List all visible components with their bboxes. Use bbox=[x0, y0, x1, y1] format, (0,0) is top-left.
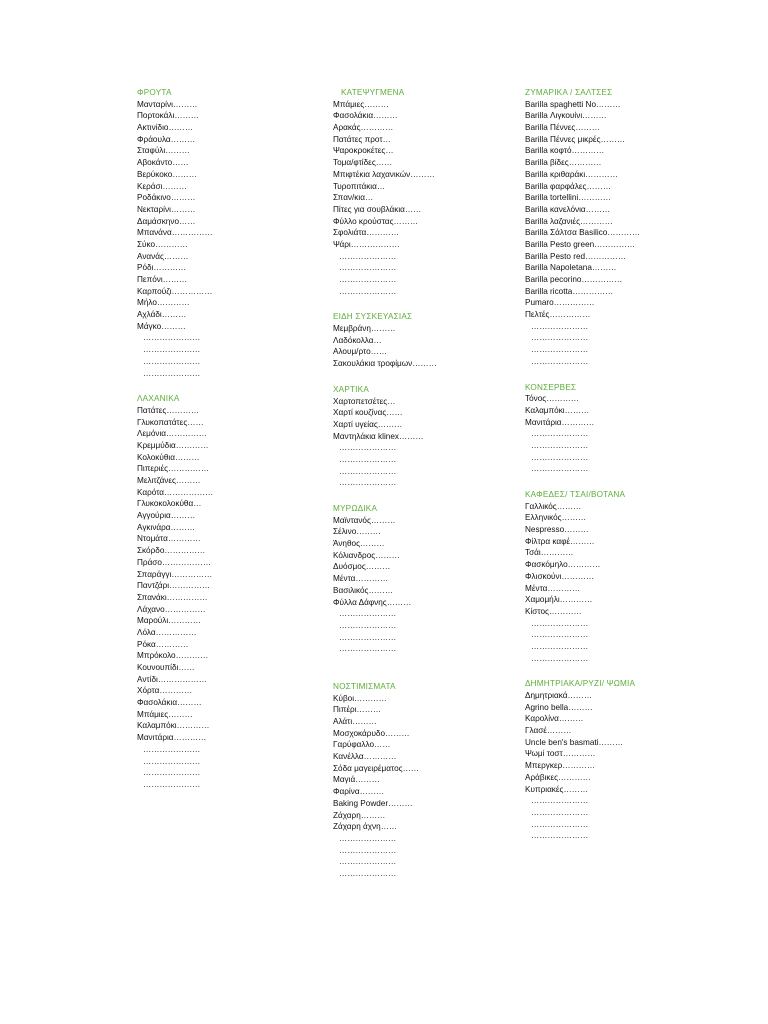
blank-line[interactable]: ………………… bbox=[339, 263, 397, 273]
blank-line[interactable]: ………………… bbox=[339, 251, 397, 261]
list-item: Πίτες για σουβλάκια…… bbox=[333, 204, 422, 214]
blank-line[interactable]: ………………… bbox=[339, 478, 397, 488]
list-item: Barilla spaghetti No……… bbox=[525, 99, 621, 109]
list-item: Nespresso……… bbox=[525, 525, 589, 535]
list-item: Παντζάρι…………… bbox=[137, 581, 211, 591]
blank-line[interactable]: ………………… bbox=[531, 831, 589, 841]
list-item: Ζάχαρη άχνη…… bbox=[333, 822, 398, 832]
list-item: Γλυκοπατάτες…… bbox=[137, 417, 204, 427]
blank-line[interactable]: ………………… bbox=[143, 744, 201, 754]
section-heading: ΚΑΦΕΔΕΣ/ ΤΣΑΙ/ΒΟΤΑΝΑ bbox=[525, 490, 626, 499]
list-item: Κεράσι……… bbox=[137, 181, 187, 191]
list-item: Λόλα…………… bbox=[137, 627, 197, 637]
list-item: Φλισκούνι………… bbox=[525, 571, 595, 581]
list-item: Barilla λαζανιές………… bbox=[525, 216, 613, 226]
blank-line[interactable]: ………………… bbox=[531, 630, 589, 640]
list-item: Λάχανο…………… bbox=[137, 604, 206, 614]
section-spacer bbox=[525, 368, 735, 382]
section-heading: ΧΑΡΤΙΚΑ bbox=[333, 384, 369, 394]
section-heading: ΛΑΧΑΝΙΚΑ bbox=[137, 394, 180, 404]
list-item: Δυόσμος……… bbox=[333, 562, 391, 572]
list-item: Σύκο………… bbox=[137, 239, 188, 249]
list-item: Μαϊντανός……… bbox=[333, 515, 396, 525]
list-item: Σέλινο……… bbox=[333, 527, 381, 537]
list-item: Αλάτι……… bbox=[333, 717, 377, 726]
blank-line[interactable]: ………………… bbox=[339, 632, 397, 642]
list-item: Ντομάτα………… bbox=[137, 534, 201, 544]
section-heading: ΖΥΜΑΡΙΚΑ / ΣΑΛΤΣΕΣ bbox=[525, 88, 613, 97]
list-section bbox=[525, 678, 735, 842]
list-item: Ρόκα………… bbox=[137, 639, 189, 649]
list-item: Τσάι………… bbox=[525, 548, 574, 558]
list-item: Μέντα………… bbox=[525, 583, 581, 593]
list-item: Φασολάκια……… bbox=[333, 111, 398, 121]
list-item: Uncle ben's basmati……… bbox=[525, 737, 624, 747]
list-item: Barilla Pesto green…………… bbox=[525, 239, 636, 249]
blank-line[interactable]: ………………… bbox=[143, 345, 201, 355]
blank-line[interactable]: ………………… bbox=[531, 333, 589, 343]
section-spacer bbox=[333, 370, 543, 384]
list-item: Γαρύφαλλο…… bbox=[333, 740, 391, 750]
list-section bbox=[137, 393, 347, 790]
list-item: Νεκταρίνι……… bbox=[137, 204, 196, 214]
list-item: Βασιλικός……… bbox=[333, 585, 394, 595]
list-item: Barilla φαρφάλες……… bbox=[525, 181, 612, 191]
section-heading: ΕΙΔΗ ΣΥΣΚΕΥΑΣΙΑΣ bbox=[333, 312, 413, 322]
list-item: Ψαροκροκέτες… bbox=[333, 146, 394, 156]
list-item: Σπαράγγι…………… bbox=[137, 569, 213, 579]
section-spacer bbox=[333, 655, 543, 681]
blank-line[interactable]: ………………… bbox=[339, 609, 397, 619]
list-item: Κρεμμύδια………… bbox=[137, 440, 209, 450]
list-item: Σπανάκι…………… bbox=[137, 592, 208, 602]
list-item: Κόλιανδρος……… bbox=[333, 550, 400, 560]
list-item: Καρότα……………… bbox=[137, 487, 214, 497]
list-item: Barilla Λιγκουίνι……… bbox=[525, 111, 607, 121]
column-3 bbox=[525, 87, 735, 842]
list-item: Ρόδι………… bbox=[137, 263, 187, 273]
section-heading: ΔΗΜΗΤΡΙΑΚΑ/ΡΥΖΙ/ ΨΩΜΙΑ bbox=[525, 679, 636, 689]
list-item: Φύλλα Δάφνης……… bbox=[333, 597, 412, 607]
list-section bbox=[525, 382, 735, 476]
blank-line[interactable]: ………………… bbox=[339, 620, 397, 630]
blank-line[interactable]: ………………… bbox=[531, 452, 589, 462]
section-heading: ΝΟΣΤΙΜΙΣΜΑΤΑ bbox=[333, 681, 396, 691]
list-item: Πράσο……………… bbox=[137, 557, 212, 567]
list-item: Barilla Napoletana……… bbox=[525, 263, 617, 273]
list-item: Barilla Σάλτσα Basilico………… bbox=[525, 228, 641, 238]
list-item: Barilla Πέννες……… bbox=[525, 123, 600, 133]
list-item: Barilla κριθαράκι………… bbox=[525, 169, 618, 179]
list-item: Κουνουπίδι…… bbox=[137, 663, 195, 672]
blank-line[interactable]: ………………… bbox=[339, 868, 397, 878]
list-item: Ακτινίδιο……… bbox=[137, 123, 194, 133]
list-item: Barilla pecorino…………… bbox=[525, 275, 623, 284]
blank-line[interactable]: ………………… bbox=[531, 345, 589, 355]
blank-line[interactable]: ………………… bbox=[531, 807, 589, 817]
list-item: Κύβοι………… bbox=[333, 693, 387, 703]
blank-line[interactable]: ………………… bbox=[143, 756, 201, 766]
list-item: Ανανάς……… bbox=[137, 251, 189, 261]
blank-line[interactable]: ………………… bbox=[143, 368, 201, 378]
list-item: Barilla κανελόνια……… bbox=[525, 204, 611, 214]
list-item: Φασκόμηλο………… bbox=[525, 560, 601, 570]
blank-line[interactable]: ………………… bbox=[339, 833, 397, 843]
list-item: Ψάρι……………… bbox=[333, 239, 400, 249]
list-item: Κίστος………… bbox=[525, 606, 582, 616]
blank-line[interactable]: ………………… bbox=[143, 779, 201, 789]
list-item: Φύλλο κρούστας……… bbox=[333, 216, 419, 226]
list-item: Καλαμπόκι……… bbox=[525, 405, 590, 415]
list-item: Μπάμιες……… bbox=[137, 709, 193, 719]
list-item: Σόδα μαγειρέματος…… bbox=[333, 763, 419, 773]
list-section bbox=[525, 489, 735, 664]
list-item: Τυροπιτάκια… bbox=[333, 181, 386, 191]
section-heading: ΚΟΝΣΕΡΒΕΣ bbox=[525, 382, 577, 392]
list-item: Αγκινάρα……… bbox=[137, 522, 196, 532]
list-item: Μανιτάρια………… bbox=[137, 733, 207, 743]
list-item: Χαρτί υγείας……… bbox=[333, 419, 403, 429]
blank-line[interactable]: ………………… bbox=[339, 454, 397, 464]
list-item: Μήλο………… bbox=[137, 298, 190, 308]
section-spacer bbox=[137, 379, 347, 393]
list-item: Καρπούζι…………… bbox=[137, 286, 213, 296]
blank-line[interactable]: ………………… bbox=[339, 845, 397, 855]
list-item: Φασολάκια……… bbox=[137, 698, 202, 708]
list-item: Κολοκύθια……… bbox=[137, 452, 200, 462]
list-item: Καρολίνα……… bbox=[525, 714, 584, 724]
list-item: Μαρούλι………… bbox=[137, 616, 201, 626]
column-2 bbox=[333, 87, 543, 880]
list-item: Σκόρδο…………… bbox=[137, 546, 206, 556]
section-spacer bbox=[333, 489, 543, 503]
list-item: Μαντηλάκια klinex……… bbox=[333, 431, 424, 441]
list-item: Χαρτί κουζίνας…… bbox=[333, 408, 403, 418]
blank-line[interactable]: ………………… bbox=[339, 644, 397, 654]
list-item: Φαρίνα……… bbox=[333, 787, 385, 797]
list-item: Χαμομήλι………… bbox=[525, 595, 593, 605]
list-item: Γαλλικός……… bbox=[525, 501, 582, 511]
list-item: Μελιτζάνες……… bbox=[137, 476, 201, 485]
list-item: Τομα/φτίδες…… bbox=[333, 158, 393, 168]
list-item: Barilla βίδες………… bbox=[525, 158, 602, 168]
list-item: Μπάμιες……… bbox=[333, 99, 389, 109]
list-item: Δαμάσκηνο…… bbox=[137, 216, 196, 226]
list-item: Αντίδι……………… bbox=[137, 674, 207, 684]
list-item: Μοσχοκάρυδο……… bbox=[333, 728, 410, 738]
section-spacer bbox=[525, 475, 735, 489]
list-item: Αράβικες………… bbox=[525, 772, 591, 782]
section-heading: ΦΡΟΥΤΑ bbox=[137, 88, 172, 97]
list-item: Μέντα………… bbox=[333, 574, 389, 584]
list-item: Σακουλάκια τροφίμων……… bbox=[333, 359, 437, 369]
list-item: Γλυκοκολοκύθα… bbox=[137, 499, 202, 509]
list-item: Κανέλλα………… bbox=[333, 752, 397, 762]
list-item: Barilla κοφτό………… bbox=[525, 146, 605, 156]
section-spacer bbox=[333, 297, 543, 311]
blank-line[interactable]: ………………… bbox=[531, 653, 589, 663]
list-item: Πελτές…………… bbox=[525, 310, 591, 320]
list-item: Πιπεριές…………… bbox=[137, 464, 210, 474]
blank-line[interactable]: ………………… bbox=[531, 796, 589, 806]
list-item: Τόνος………… bbox=[525, 394, 579, 404]
blank-line[interactable]: ………………… bbox=[531, 641, 589, 651]
list-item: Καλαμπόκι………… bbox=[137, 721, 210, 731]
list-item: Αχλάδι……… bbox=[137, 310, 187, 320]
list-section bbox=[333, 311, 543, 369]
list-item: Αγγούρια……… bbox=[137, 511, 196, 521]
list-item: Πορτοκάλι……… bbox=[137, 111, 199, 121]
list-item: Πατάτες………… bbox=[137, 405, 200, 415]
list-item: Agrino bella……… bbox=[525, 702, 593, 712]
blank-line[interactable]: ………………… bbox=[531, 618, 589, 628]
blank-line[interactable]: ………………… bbox=[531, 356, 589, 366]
list-item: Πιπέρι……… bbox=[333, 705, 382, 715]
list-item: Αρακάς………… bbox=[333, 123, 394, 133]
list-item: Λαδόκολλα… bbox=[333, 335, 382, 345]
blank-line[interactable]: ………………… bbox=[339, 286, 397, 296]
list-item: Barilla tortellini………… bbox=[525, 193, 611, 203]
list-item: Πεπόνι……… bbox=[137, 275, 188, 284]
list-item: Ζάχαρη……… bbox=[333, 810, 386, 820]
list-item: Μανιτάρια………… bbox=[525, 417, 595, 427]
list-item: Κυπριακές……… bbox=[525, 784, 589, 794]
list-item: Barilla ricotta…………… bbox=[525, 286, 614, 296]
column-1 bbox=[137, 87, 347, 791]
blank-line[interactable]: ………………… bbox=[143, 768, 201, 778]
list-item: Αλουμ/ρτο…… bbox=[333, 347, 388, 357]
blank-line[interactable]: ………………… bbox=[339, 857, 397, 867]
section-heading: ΚΑΤΕΨΥΓΜΕΝΑ bbox=[341, 88, 405, 97]
list-section bbox=[333, 681, 543, 880]
list-item: Μπρόκολο………… bbox=[137, 651, 209, 661]
list-item: Μανταρίνι……… bbox=[137, 99, 198, 109]
list-item: Λεμόνια…………… bbox=[137, 429, 207, 439]
list-item: Ψωμί τοστ………… bbox=[525, 749, 596, 759]
list-item: Φράουλα……… bbox=[137, 134, 196, 144]
list-item: Barilla Pesto red…………… bbox=[525, 251, 627, 261]
blank-line[interactable]: ………………… bbox=[143, 356, 201, 366]
list-item: Barilla Πέννες μικρές……… bbox=[525, 134, 626, 144]
blank-line[interactable]: ………………… bbox=[339, 443, 397, 453]
blank-line[interactable]: ………………… bbox=[531, 464, 589, 474]
list-item: Μάγκο……… bbox=[137, 321, 186, 331]
blank-line[interactable]: ………………… bbox=[531, 440, 589, 450]
section-heading: ΜΥΡΩΔΙΚΑ bbox=[333, 504, 378, 513]
blank-line[interactable]: ………………… bbox=[531, 321, 589, 331]
list-item: Μεμβράνη……… bbox=[333, 324, 396, 334]
list-item: Σταφύλι……… bbox=[137, 146, 190, 156]
list-item: Χαρτοπετσέτες… bbox=[333, 396, 396, 406]
list-section bbox=[525, 87, 735, 368]
list-item: Δημητριακά……… bbox=[525, 691, 593, 700]
blank-line[interactable]: ………………… bbox=[339, 466, 397, 476]
blank-line[interactable]: ………………… bbox=[531, 429, 589, 439]
list-item: Πατάτες προτ… bbox=[333, 134, 391, 144]
list-item: Ροδάκινο……… bbox=[137, 193, 196, 203]
section-spacer bbox=[525, 664, 735, 678]
list-item: Φίλτρα καφέ……… bbox=[525, 536, 595, 546]
list-item: Μπιφτέκια λαχανικών……… bbox=[333, 169, 435, 179]
list-section bbox=[333, 87, 543, 297]
blank-line[interactable]: ………………… bbox=[531, 819, 589, 829]
list-item: Σπαν/κια… bbox=[333, 193, 374, 203]
list-section bbox=[333, 384, 543, 489]
list-item: Μπανάνα…………… bbox=[137, 228, 213, 238]
list-item: Ελληνικός……… bbox=[525, 513, 587, 523]
list-item: Pumaro…………… bbox=[525, 298, 595, 308]
list-item: Baking Powder……… bbox=[333, 798, 413, 808]
list-section bbox=[333, 503, 543, 655]
list-item: Βερύκοκο……… bbox=[137, 169, 197, 179]
list-item: Μπεργκερ………… bbox=[525, 761, 596, 771]
blank-line[interactable]: ………………… bbox=[339, 275, 397, 284]
list-item: Γλασέ……… bbox=[525, 726, 572, 736]
list-item: Χόρτα………… bbox=[137, 686, 193, 696]
list-item: Μαγιά……… bbox=[333, 775, 380, 785]
list-item: Αβοκάντο…… bbox=[137, 158, 189, 168]
list-item: Άνηθος……… bbox=[333, 539, 385, 549]
blank-line[interactable]: ………………… bbox=[143, 333, 201, 343]
list-section bbox=[137, 87, 347, 379]
list-item: Σφολιάτα………… bbox=[333, 228, 400, 238]
